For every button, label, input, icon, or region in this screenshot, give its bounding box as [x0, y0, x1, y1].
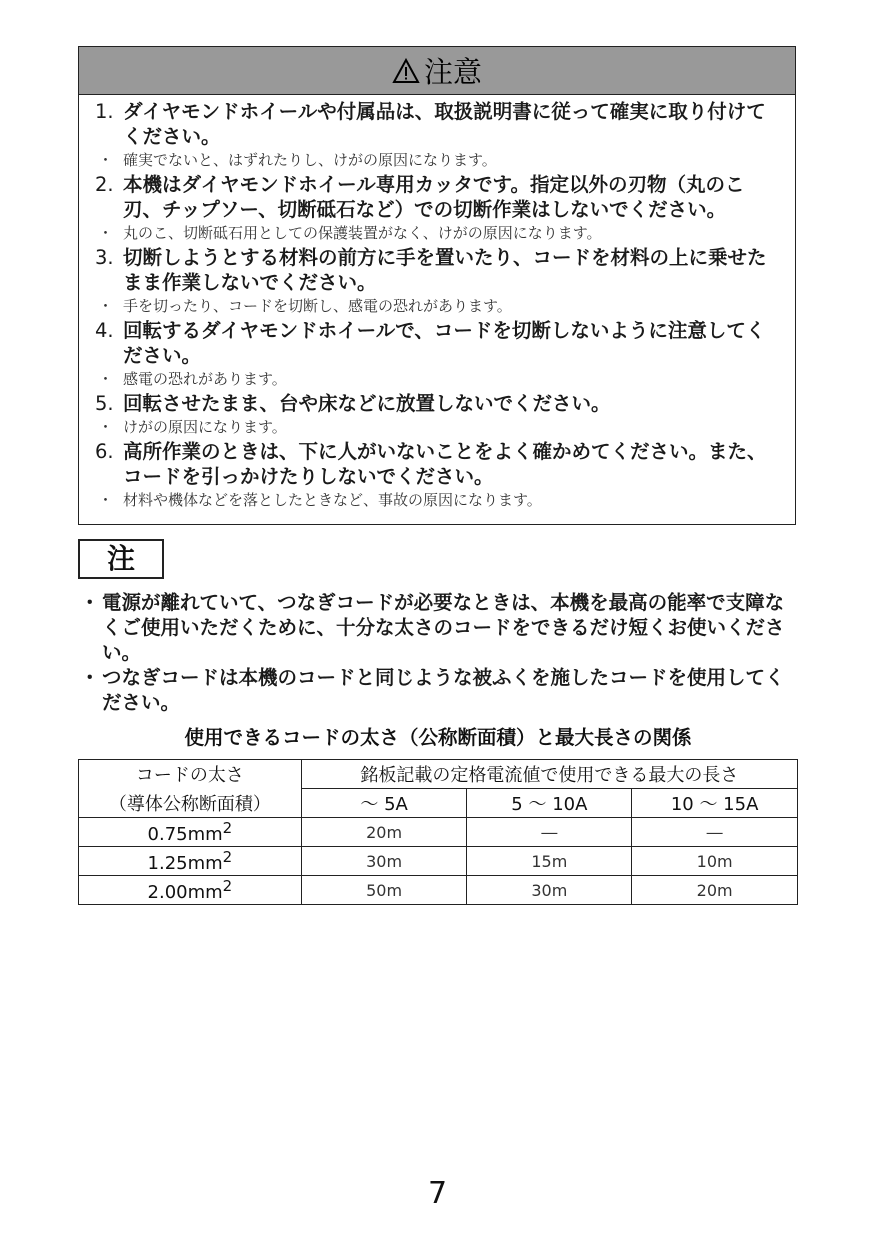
column-header: 5 ～ 10A [467, 789, 632, 818]
caution-note: ・ 手を切ったり、コードを切断し、感電の恐れがあります。 [98, 297, 512, 315]
header-size-sub: （導体公称断面積） [79, 789, 302, 818]
caution-note: ・ 感電の恐れがあります。 [98, 370, 287, 388]
length-cell: 10m [632, 847, 798, 876]
cord-size-cell: $2.00mm^2$ [79, 876, 302, 905]
header-size: コードの太さ [79, 760, 302, 789]
caution-note: ・ 材料や機体などを落としたときなど、事故の原因になります。 [98, 491, 542, 509]
table-row [79, 847, 798, 876]
length-cell: ― [632, 818, 798, 847]
cord-size-table [78, 759, 798, 905]
length-cell: 50m [301, 876, 467, 905]
length-cell: 20m [632, 876, 798, 905]
caution-note: ・ 丸のこ、切断砥石用としての保護装置がなく、けがの原因になります。 [98, 224, 602, 242]
note-list [78, 590, 798, 715]
caution-box [78, 46, 796, 525]
length-cell: 30m [301, 847, 467, 876]
warning-triangle-icon [392, 58, 420, 84]
caution-item: 6. 高所作業のときは、下に人がいないことをよく確かめてください。また、コードを引っかけたりしないでください。 [95, 440, 767, 488]
table-row [79, 876, 798, 905]
length-cell: 30m [467, 876, 632, 905]
caution-item: 2. 本機はダイヤモンドホイール専用カッタです。指定以外の刃物（丸のこ刃、チップソー、切断砥石など）での切断作業はしないでください。 [95, 173, 745, 221]
cord-size-cell: $0.75mm^2$ [79, 818, 302, 847]
table-subheader-row [79, 789, 798, 818]
caution-header [79, 47, 795, 95]
caution-note: ・ 確実でないと、はずれたりし、けがの原因になります。 [98, 151, 497, 169]
caution-note: ・ けがの原因になります。 [98, 418, 287, 436]
caution-item: 4. 回転するダイヤモンドホイールで、コードを切断しないように注意してください。 [95, 319, 766, 367]
cord-size-cell: $1.25mm^2$ [79, 847, 302, 876]
header-group: 銘板記載の定格電流値で使用できる最大の長さ [301, 760, 797, 789]
note-item: ・ つなぎコードは本機のコードと同じような被ふくを施したコードを使用してください。 [80, 666, 785, 714]
note-item: ・ 電源が離れていて、つなぎコードが必要なときは、本機を最高の能率で支障なくご使用いただくために、十分な太さのコードをできるだけ短くお使いください。 [80, 591, 785, 664]
length-cell: ― [467, 818, 632, 847]
length-cell: 20m [301, 818, 467, 847]
length-cell: 15m [467, 847, 632, 876]
caution-item: 3. 切断しようとする材料の前方に手を置いたり、コードを材料の上に乗せたまま作業しないでください。 [95, 246, 767, 294]
caution-list [79, 95, 795, 512]
note-title: 注 [78, 539, 164, 579]
column-header: ～ 5A [301, 789, 467, 818]
page-number: 7 [427, 1176, 448, 1211]
caution-item: 1. ダイヤモンドホイールや付属品は、取扱説明書に従って確実に取り付けてください。 [95, 100, 766, 148]
caution-title: 注意 [423, 55, 482, 89]
table-row [79, 818, 798, 847]
table-header-row [79, 760, 798, 789]
caution-item: 5. 回転させたまま、台や床などに放置しないでください。 [95, 392, 611, 415]
column-header: 10 ～ 15A [632, 789, 798, 818]
table-title: 使用できるコードの太さ（公称断面積）と最大長さの関係 [184, 726, 692, 749]
